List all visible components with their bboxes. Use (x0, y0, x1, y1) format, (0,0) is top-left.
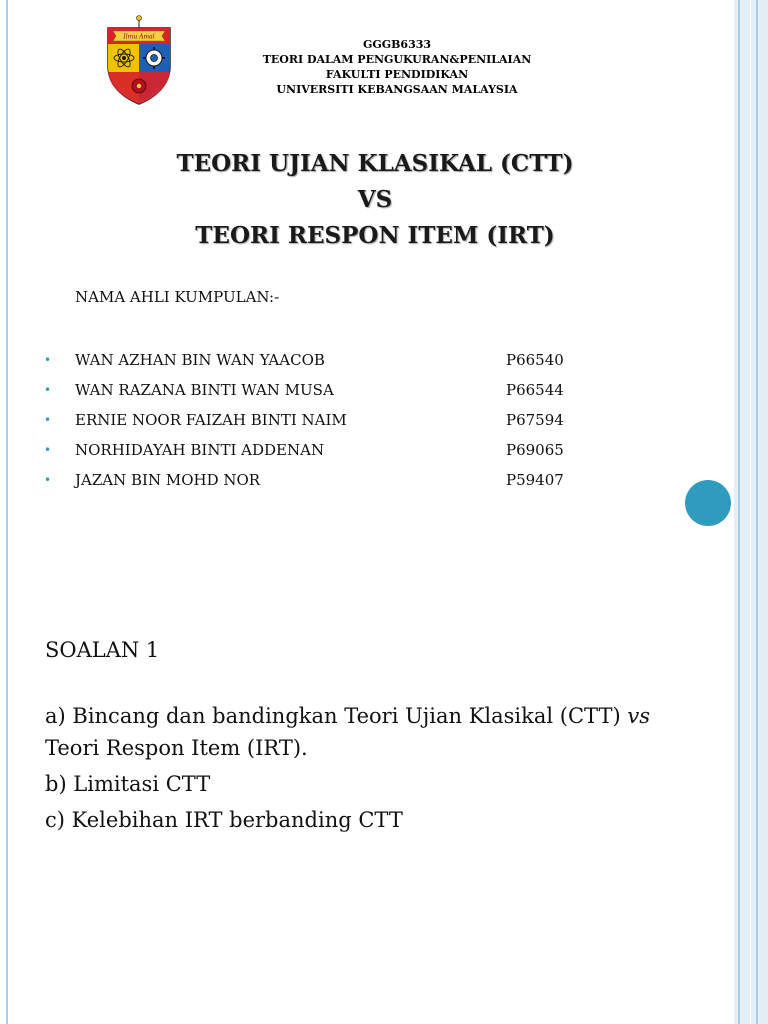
course-header (222, 37, 572, 97)
member-name: WAN RAZANA BINTI WAN MUSA (75, 381, 334, 399)
bullet-icon: • (44, 383, 52, 397)
member-name: NORHIDAYAH BINTI ADDENAN (75, 441, 325, 459)
question-item-a (45, 700, 685, 764)
list-item (44, 465, 604, 495)
university-name: UNIVERSITI KEBANGSAAN MALAYSIA (276, 83, 518, 96)
question-item-c: c) Kelebihan IRT berbanding CTT (45, 808, 403, 832)
right-frame-line (738, 0, 740, 1024)
list-item (44, 345, 604, 375)
title-line-irt: TEORI RESPON ITEM (IRT) (195, 222, 555, 249)
course-name: TEORI DALAM PENGUKURAN&PENILAIAN (262, 53, 532, 66)
member-name: JAZAN BIN MOHD NOR (75, 471, 261, 489)
member-id: P69065 (506, 441, 564, 459)
course-code: GGGB6333 (362, 38, 432, 51)
page-title (80, 146, 670, 254)
crest-banner-text: Ilmu Amal (123, 33, 155, 41)
list-item (44, 375, 604, 405)
member-id: P66544 (506, 381, 564, 399)
right-frame-line (750, 0, 751, 1024)
university-crest-logo (104, 14, 174, 106)
member-id: P59407 (506, 471, 564, 489)
member-name: ERNIE NOOR FAIZAH BINTI NAIM (75, 411, 347, 429)
decorative-circle (685, 480, 731, 526)
member-list (44, 345, 604, 495)
bullet-icon: • (44, 473, 52, 487)
right-frame-line (756, 0, 758, 1024)
bullet-icon: • (44, 443, 52, 457)
question-item-b: b) Limitasi CTT (45, 772, 211, 796)
question-items (45, 700, 685, 836)
list-item (44, 435, 604, 465)
bullet-icon: • (44, 353, 52, 367)
faculty-name: FAKULTI PENDIDIKAN (325, 68, 469, 81)
member-id: P67594 (506, 411, 564, 429)
question-a-prefix: a) Bincang dan bandingkan Teori Ujian Klasikal (CTT) (45, 704, 628, 728)
question-a-vs: vs (627, 704, 650, 728)
list-item (44, 405, 604, 435)
question-heading: SOALAN 1 (45, 638, 160, 662)
member-name: WAN AZHAN BIN WAN YAACOB (75, 351, 325, 369)
question-block (45, 634, 685, 836)
title-line-vs: VS (357, 186, 393, 213)
title-line-ctt: TEORI UJIAN KLASIKAL (CTT) (176, 150, 574, 177)
bullet-icon: • (44, 413, 52, 427)
member-id: P66540 (506, 351, 564, 369)
question-a-suffix: Teori Respon Item (IRT). (45, 736, 308, 760)
members-label: NAMA AHLI KUMPULAN:- (75, 288, 280, 306)
left-frame-line (6, 0, 8, 1024)
